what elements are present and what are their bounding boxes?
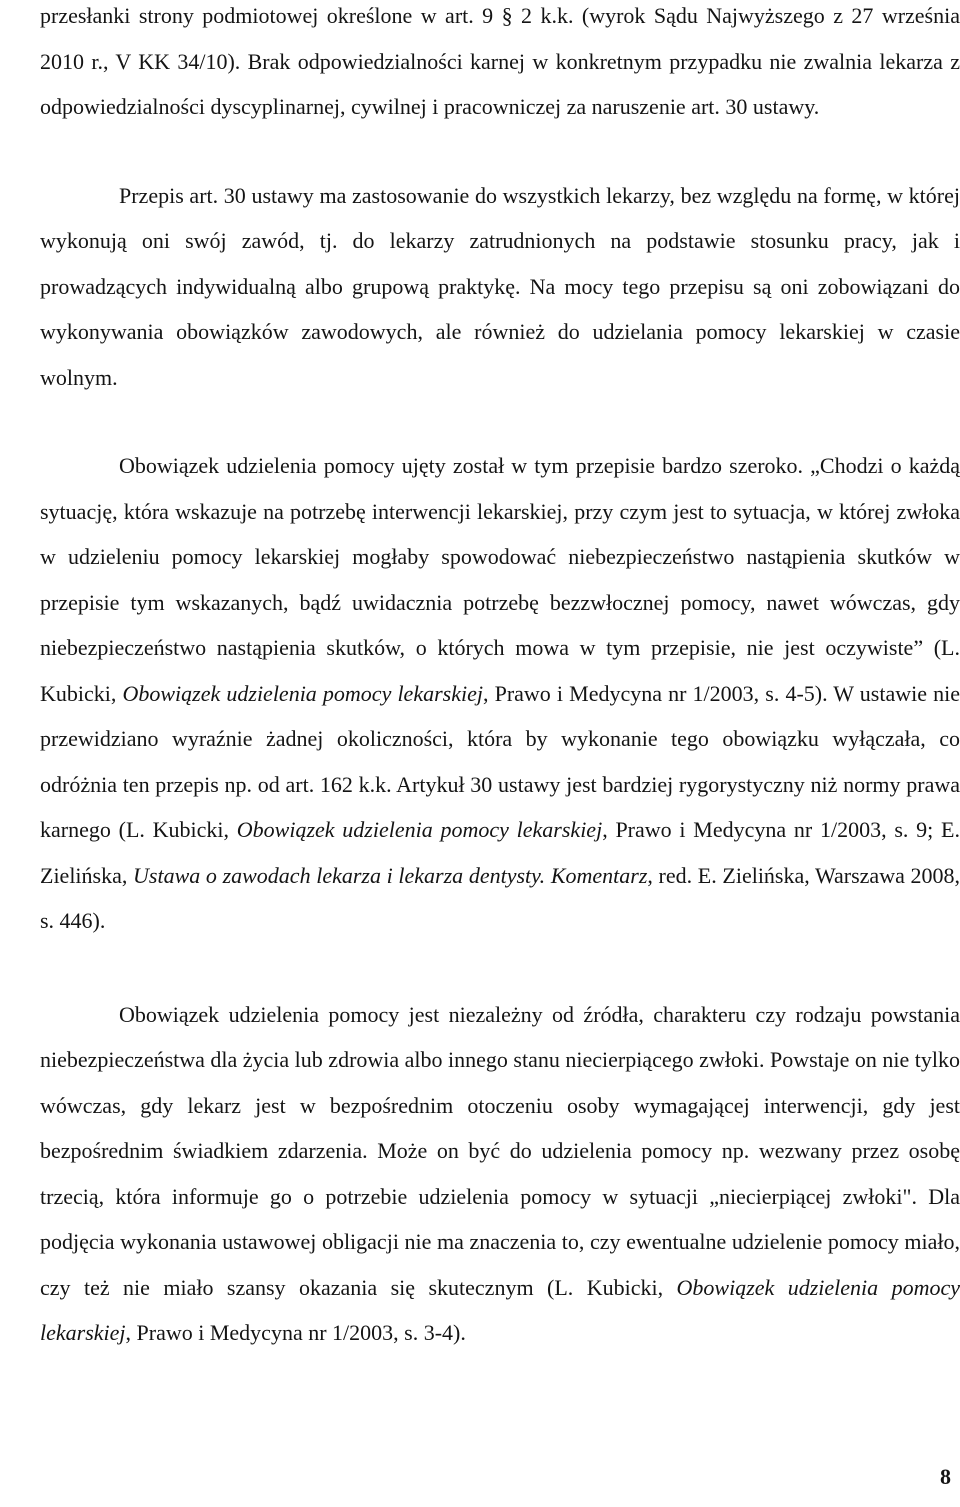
paragraph-2	[40, 173, 960, 401]
text-segment: Obowiązek udzielenia pomocy jest niezależny od źródła, charakteru czy rodzaju powstania niebezpieczeństwa dla życia lub zdrowia albo innego stanu niecierpiącego zwłoki. Powstaje on nie tylko wówczas, gdy lekarz jest w bezpośrednim otoczeniu osoby wymagającej interwencji, gdy jest bezpośrednim świadkiem zdarzenia. Może on być do udzielenia pomocy np. wezwany przez osobę trzecią, która informuje go o potrzebie udzielenia pomocy w sytuacji „niecierpiącej zwłoki". Dla podjęcia wykonania ustawowej obligacji nie ma znaczenia to, czy ewentualne udzielenie pomocy miało, czy też nie miało szansy okazania się skutecznym (L. Kubicki,	[40, 1001, 960, 1300]
italic-title: Obowiązek udzielenia pomocy lekarskiej	[236, 817, 603, 842]
text-segment: , Prawo i Medycyna nr 1/2003, s. 4-5). W ustawie nie przewidziano wyraźnie żadnej okoliczności, która by wykonanie tego obowiązku wyłączała, co odróżnia ten przepis np. od art. 162 k.k. Artykuł 30 ustawy jest bardziej rygorystyczny niż normy prawa karnego (L. Kubicki,	[40, 680, 960, 842]
paragraph-4	[40, 992, 960, 1356]
page-number: 8	[940, 1464, 951, 1489]
text-segment: , red. E. Zielińska, Warszawa 2008, s. 446).	[40, 862, 960, 933]
paragraph-gap	[40, 400, 960, 443]
paragraph-gap	[40, 130, 960, 173]
italic-title: Obowiązek udzielenia pomocy lekarskiej	[122, 680, 483, 706]
paragraph-3	[40, 443, 960, 944]
paragraph-gap	[40, 944, 960, 992]
italic-title: Ustawa o zawodach lekarza i lekarza dentysty. Komentarz	[133, 862, 648, 888]
italic-title: Obowiązek udzielenia pomocy lekarskiej	[40, 1274, 960, 1345]
text-segment: Przepis art. 30 ustawy ma zastosowanie do wszystkich lekarzy, bez względu na formę, w której wykonują oni swój zawód, tj. do lekarzy zatrudnionych na podstawie stosunku pracy, jak i prowadzących indywidualną albo grupową praktykę. Na mocy tego przepisu są oni zobowiązani do wykonywania obowiązków zawodowych, ale również do udzielania pomocy lekarskiej w czasie wolnym.	[40, 182, 960, 390]
document-page	[40, 0, 960, 1356]
text-segment: , Prawo i Medycyna nr 1/2003, s. 9; E. Zielińska,	[40, 817, 960, 888]
text-segment: przesłanki strony podmiotowej określone w art. 9 § 2 k.k. (wyrok Sądu Najwyższego z 27 września 2010 r., V KK 34/10). Brak odpowiedzialności karnej w konkretnym przypadku nie zwalnia lekarza z odpowiedzialności dyscyplinarnej, cywilnej i pracowniczej za naruszenie art. 30 ustawy.	[40, 3, 960, 119]
text-segment: , Prawo i Medycyna nr 1/2003, s. 3-4).	[125, 1320, 466, 1345]
paragraph-1	[40, 0, 960, 130]
text-segment: Obowiązek udzielenia pomocy ujęty został w tym przepisie bardzo szeroko. „Chodzi o każdą sytuację, która wskazuje na potrzebę interwencji lekarskiej, przy czym jest to sytuacja, w której zwłoka w udzieleniu pomocy lekarskiej mogłaby spowodować niebezpieczeństwo nastąpienia skutków w przepisie tym wskazanych, bądź uwidacznia potrzebę bezzwłocznej pomocy, nawet wówczas, gdy niebezpieczeństwo nastąpienia skutków, o których mowa w tym przepisie, nie jest oczywiste” (L. Kubicki,	[40, 453, 960, 706]
